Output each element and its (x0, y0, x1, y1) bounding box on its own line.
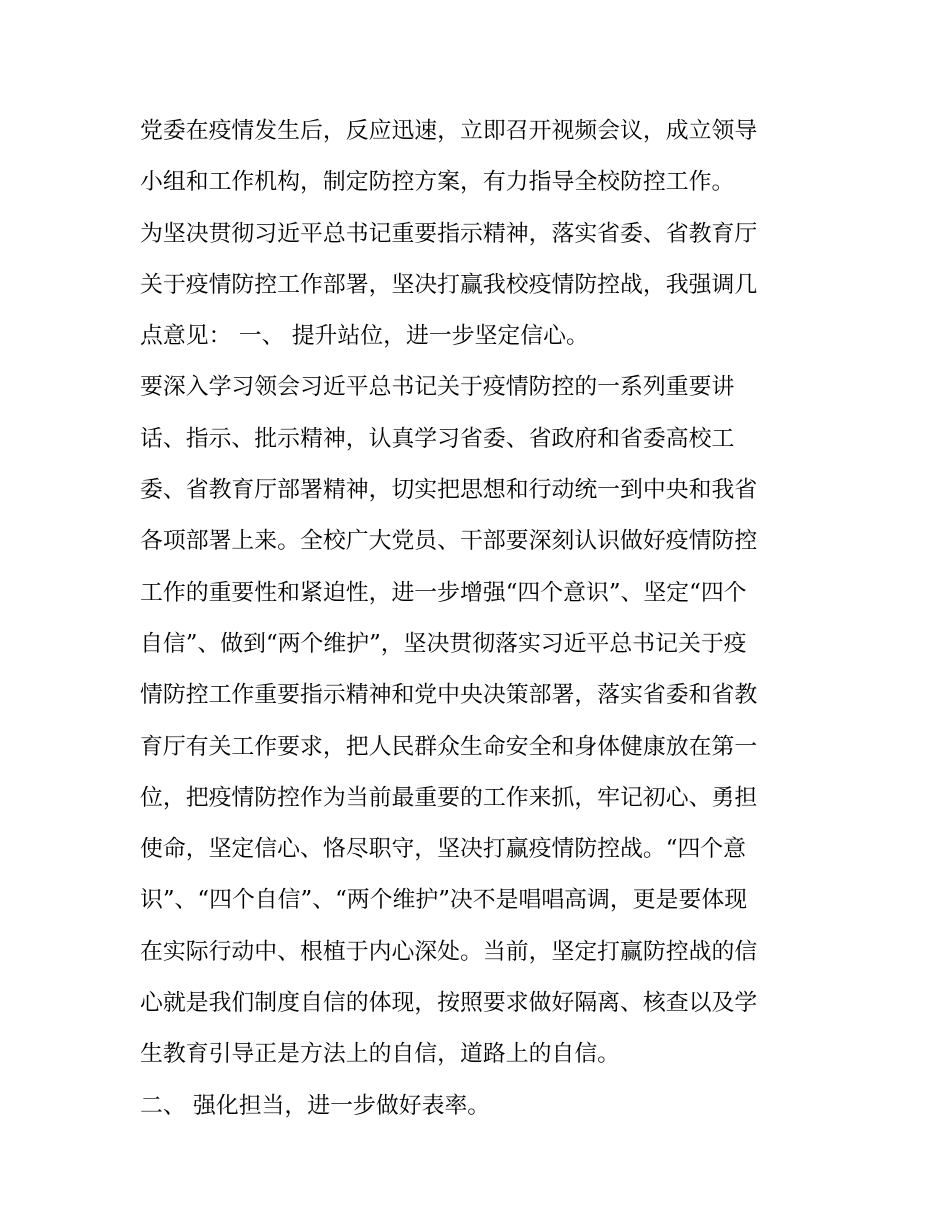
text-line-14: 位，把疫情防控作为当前最重要的工作来抓，牢记初心、勇担 (140, 784, 758, 811)
text-line-6: 要深入学习领会习近平总书记关于疫情防控的一系列重要讲 (140, 374, 735, 401)
text-line-3: 为坚决贯彻习近平总书记重要指示精神，落实省委、省教育厅 (140, 220, 758, 247)
text-line-13: 育厅有关工作要求，把人民群众生命安全和身体健康放在第一 (140, 733, 758, 760)
text-line-11: 自信”、做到“两个维护”，坚决贯彻落实习近平总书记关于疫 (140, 630, 747, 657)
section-heading-1: 点意见： 一、 提升站位，进一步坚定信心。 (140, 323, 589, 350)
section-heading-2: 二、 强化担当，进一步做好表率。 (140, 1092, 491, 1119)
text-line-7: 话、指示、批示精神，认真学习省委、省政府和省委高校工 (140, 425, 735, 452)
text-line-19: 生教育引导正是方法上的自信，道路上的自信。 (140, 1041, 621, 1068)
text-line-12: 情防控工作重要指示精神和党中央决策部署，落实省委和省教 (140, 682, 758, 709)
text-line-9: 各项部署上来。全校广大党员、干部要深刻认识做好疫情防控 (140, 528, 758, 555)
text-line-17: 在实际行动中、根植于内心深处。当前，坚定打赢防控战的信 (140, 938, 758, 965)
text-line-18: 心就是我们制度自信的体现，按照要求做好隔离、核查以及学 (140, 990, 758, 1017)
text-line-15: 使命，坚定信心、恪尽职守，坚决打赢疫情防控战。“四个意 (140, 836, 747, 863)
document-body (140, 106, 820, 1132)
text-line-8: 委、省教育厅部署精神，切实把思想和行动统一到中央和我省 (140, 477, 758, 504)
text-line-10: 工作的重要性和紧迫性，进一步增强“四个意识”、坚定“四个 (140, 579, 747, 606)
text-line-16: 识”、“四个自信”、“两个维护”决不是唱唱高调，更是要体现 (140, 887, 748, 914)
text-line-4: 关于疫情防控工作部署，坚决打赢我校疫情防控战，我强调几 (140, 271, 758, 298)
text-line-2: 小组和工作机构，制定防控方案，有力指导全校防控工作。 (140, 169, 735, 196)
text-line-1: 党委在疫情发生后，反应迅速，立即召开视频会议，成立领导 (140, 118, 758, 144)
